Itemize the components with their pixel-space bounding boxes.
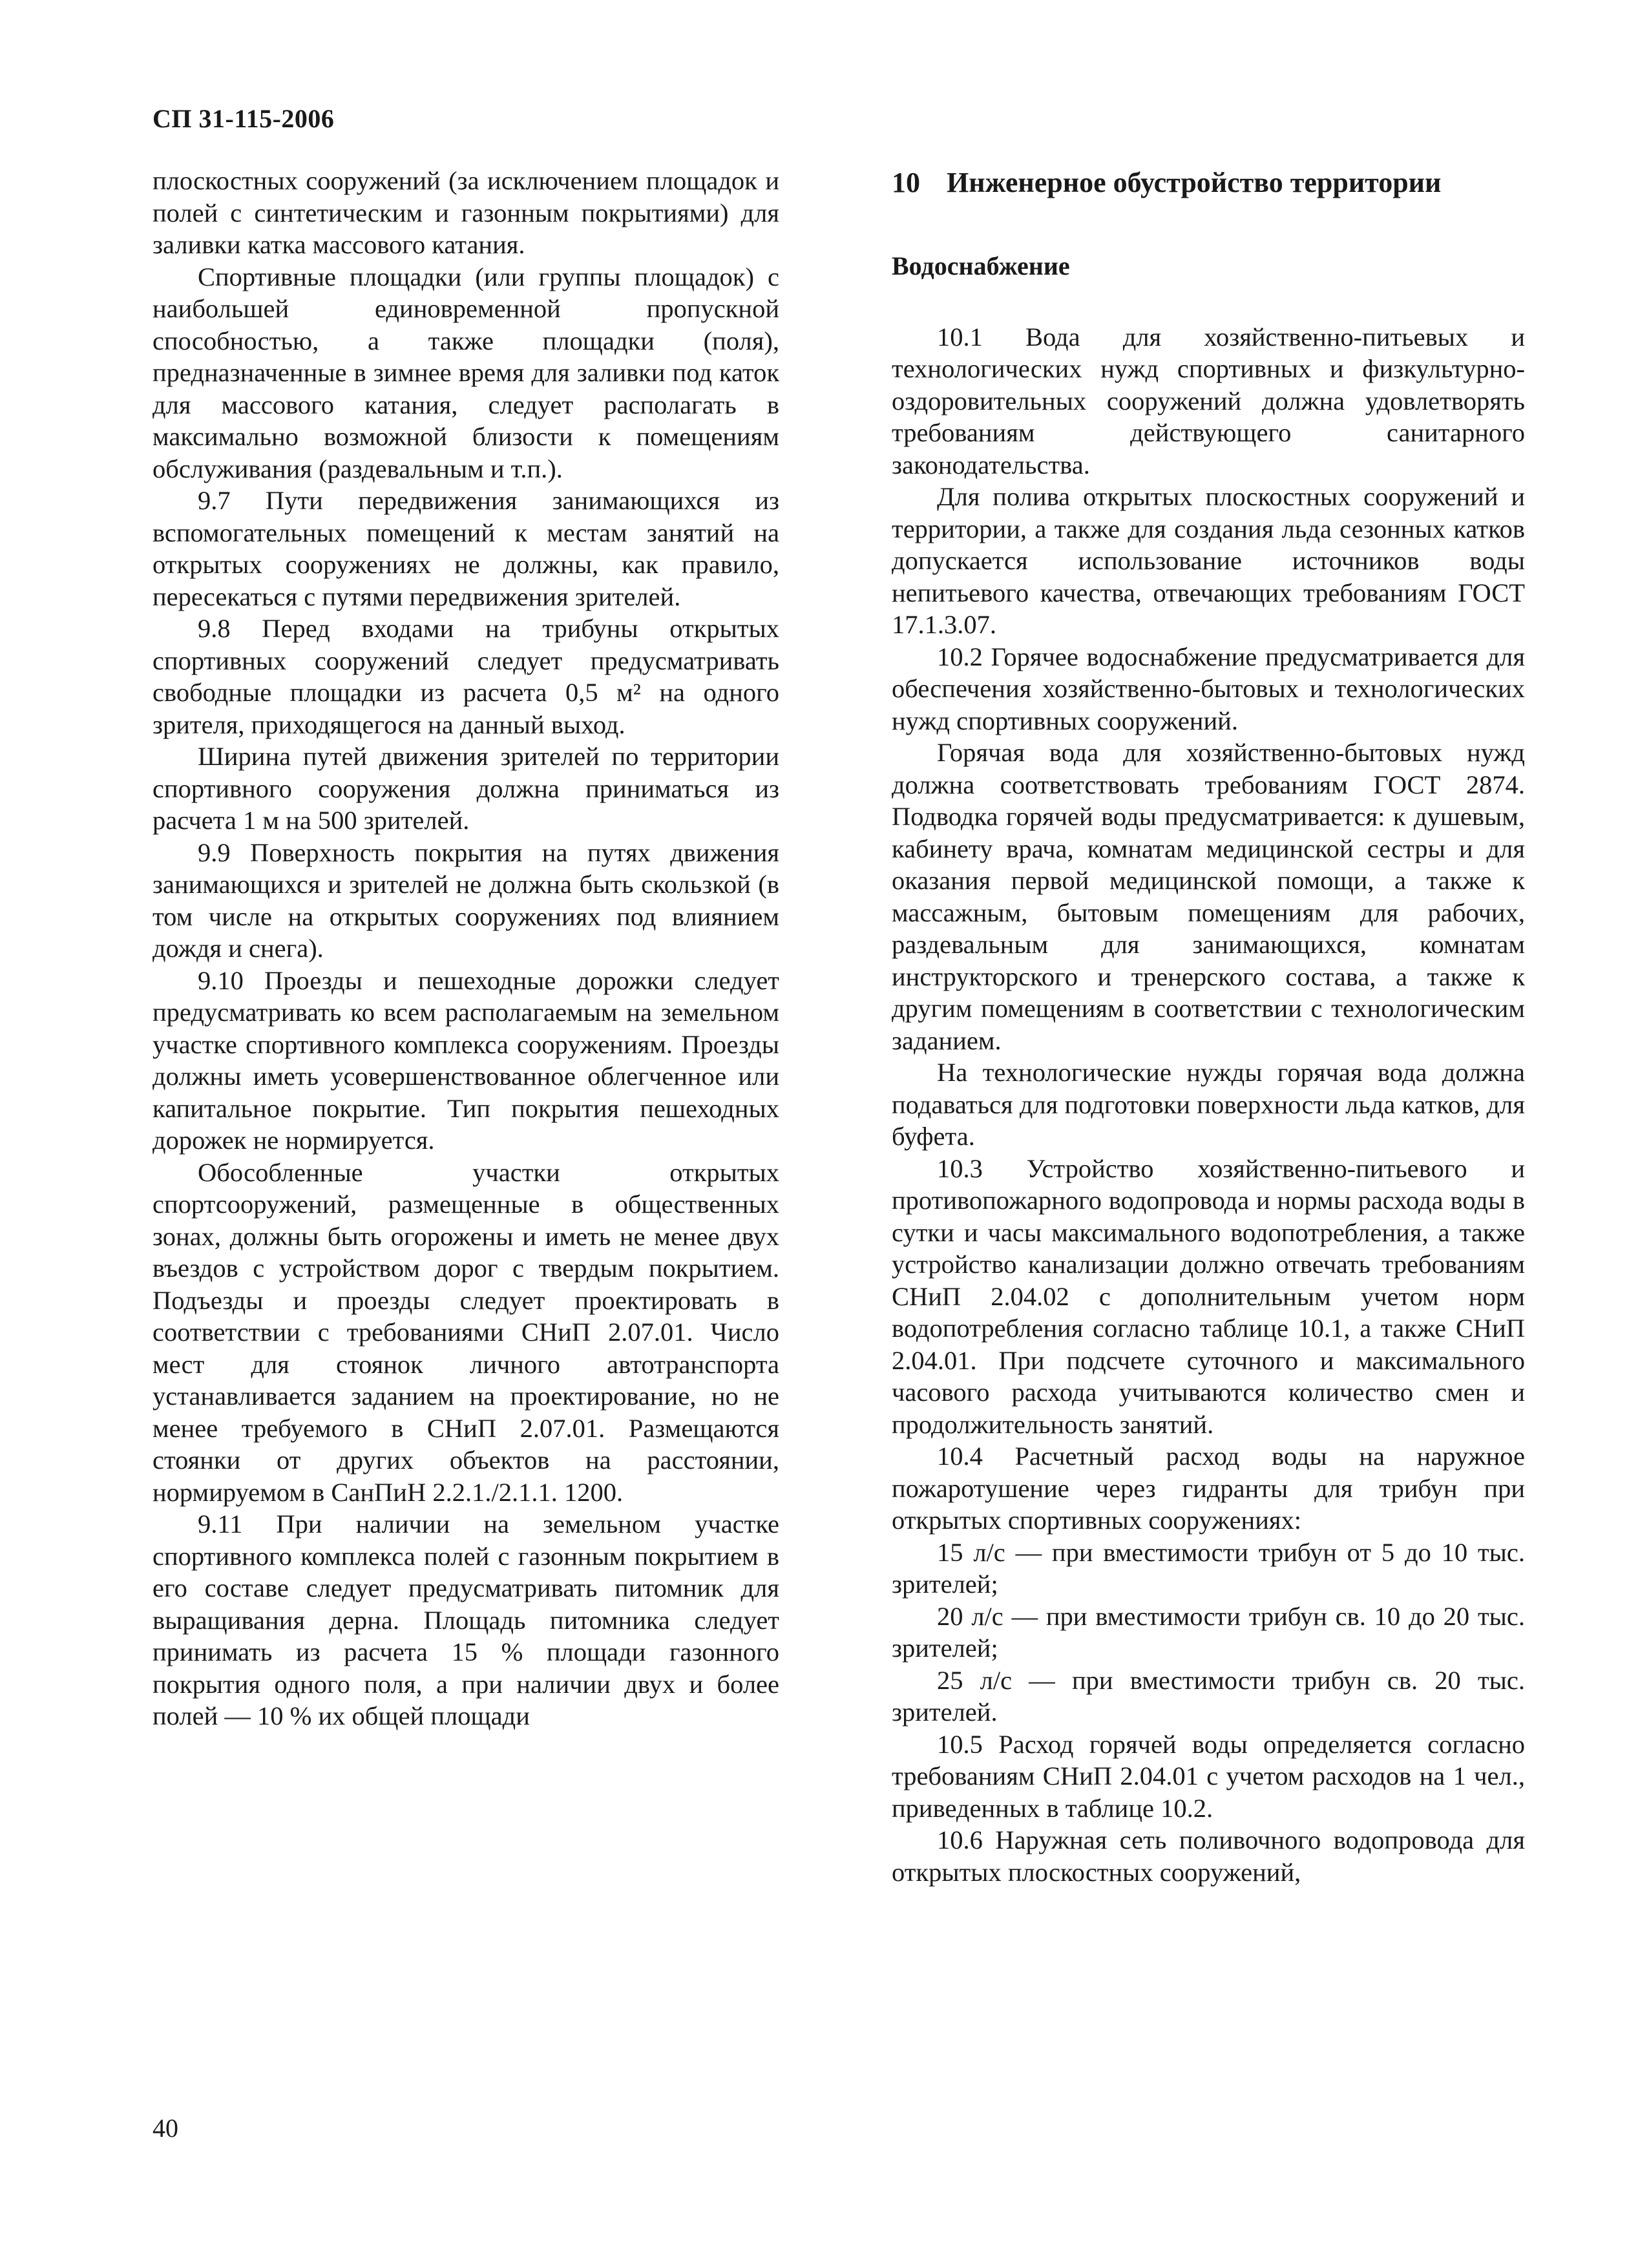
paragraph: 20 л/с — при вместимости трибун св. 10 до 20 тыс. зрителей; — [892, 1601, 1525, 1663]
paragraph: 10.4 Расчетный расход воды на наружное пожаротушение через гидранты для трибун при открытых спортивных сооружениях: — [892, 1442, 1525, 1535]
paragraph: 10.6 Наружная сеть поливочного водопровода для открытых плоскостных сооружений, — [892, 1825, 1525, 1887]
paragraph: плоскостных сооружений (за исключением площадок и полей с синтетическим и газонным покрытиями) для заливки катка массового катания. — [152, 166, 779, 259]
paragraph: 9.9 Поверхность покрытия на путях движения занимающихся и зрителей не должна быть скользкой (в том числе на открытых сооружениях под влиянием дождя и снега). — [152, 837, 779, 963]
document-code-header: СП 31-115-2006 — [152, 104, 335, 133]
paragraph: 9.10 Проезды и пешеходные дорожки следует предусматривать ко всем располагаемым на земельном участке спортивного комплекса сооружениям. Проезды должны иметь усовершенствованное облегченное или капитальное покрытие. Тип покрытия пешеходных дорожек не нормируется. — [152, 965, 779, 1155]
left-column — [152, 165, 779, 1732]
paragraph: 10.1 Вода для хозяйственно-питьевых и технологических нужд спортивных и физкультурно-оздоровительных сооружений должна удовлетворять требованиям действующего санитарного законодательства. — [892, 322, 1525, 479]
subsection-heading: Водоснабжение — [892, 251, 1070, 280]
paragraph: Для полива открытых плоскостных сооружений и территории, а также для создания льда сезонных катков допускается использование источников воды непитьевого качества, отвечающих требованиям ГОСТ 17.1.3.07. — [892, 482, 1525, 639]
paragraph: 10.3 Устройство хозяйственно-питьевого и противопожарного водопровода и нормы расхода воды в сутки и часы максимального водопотребления, а также устройство канализации должно отвечать требованиям СНиП 2.04.02 с дополнительным учетом норм водопотребления согласно таблице 10.1, а также СНиП 2.04.01. При подсчете суточного и максимального часового расхода учитываются количество смен и продолжительность занятий. — [892, 1153, 1525, 1439]
paragraph: Горячая вода для хозяйственно-бытовых нужд должна соответствовать требованиям ГОСТ 2874. Подводка горячей воды предусматривается: к душевым, кабинету врача, комнатам медицинской сестры и для оказания первой медицинской помощи, а также к массажным, бытовым помещениям для рабочих, раздевальным для занимающихся, комнатам инструкторского и тренерского состава, а также к другим помещениям в соответствии с технологическим заданием. — [892, 738, 1525, 1055]
paragraph: 10.2 Горячее водоснабжение предусматривается для обеспечения хозяйственно-бытовых и технологических нужд спортивных сооружений. — [892, 642, 1525, 735]
paragraph: 10.5 Расход горячей воды определяется согласно требованиям СНиП 2.04.01 с учетом расходов на 1 чел., приведенных в таблице 10.2. — [892, 1729, 1525, 1823]
paragraph: На технологические нужды горячая вода должна подаваться для подготовки поверхности льда катков, для буфета. — [892, 1058, 1525, 1151]
page-number: 40 — [152, 2114, 178, 2143]
paragraph: 25 л/с — при вместимости трибун св. 20 тыс. зрителей. — [892, 1665, 1525, 1727]
section-number: 10 — [892, 167, 920, 198]
paragraph: 9.11 При наличии на земельном участке спортивного комплекса полей с газонным покрытием в его составе следует предусматривать питомник для выращивания дерна. Площадь питомника следует принимать из расчета 15 % площади газонного покрытия одного поля, а при наличии двух и более полей — 10 % их общей площади — [152, 1509, 779, 1730]
section-heading — [892, 165, 1525, 201]
paragraph: 9.7 Пути передвижения занимающихся из вспомогательных помещений к местам занятий на открытых сооружениях не должны, как правило, пересекаться с путями передвижения зрителей. — [152, 486, 779, 611]
paragraph: 9.8 Перед входами на трибуны открытых спортивных сооружений следует предусматривать свободные площадки из расчета 0,5 м² на одного зрителя, приходящегося на данный выход. — [152, 614, 779, 739]
paragraph: Спортивные площадки (или группы площадок) с наибольшей единовременной пропускной способностью, а также площадки (поля), предназначенные в зимнее время для заливки под каток для массового катания, следует располагать в максимально возможной близости к помещениям обслуживания (раздевальным и т.п.). — [152, 262, 779, 483]
paragraph: Ширина путей движения зрителей по территории спортивного сооружения должна приниматься из расчета 1 м на 500 зрителей. — [152, 742, 779, 835]
paragraph: Обособленные участки открытых спортсооружений, размещенные в общественных зонах, должны быть огорожены и иметь не менее двух въездов с устройством дорог с твердым покрытием. Подъезды и проезды следует проектировать в соответствии с требованиями СНиП 2.07.01. Число мест для стоянок личного автотранспорта устанавливается заданием на проектирование, но не менее требуемого в СНиП 2.07.01. Размещаются стоянки от других объектов на расстоянии, нормируемом в СанПиН 2.2.1./2.1.1. 1200. — [152, 1157, 779, 1507]
right-column — [892, 165, 1525, 1888]
paragraph: 15 л/с — при вместимости трибун от 5 до 10 тыс. зрителей; — [892, 1537, 1525, 1599]
section-title: Инженерное обустройство территории — [947, 167, 1442, 198]
